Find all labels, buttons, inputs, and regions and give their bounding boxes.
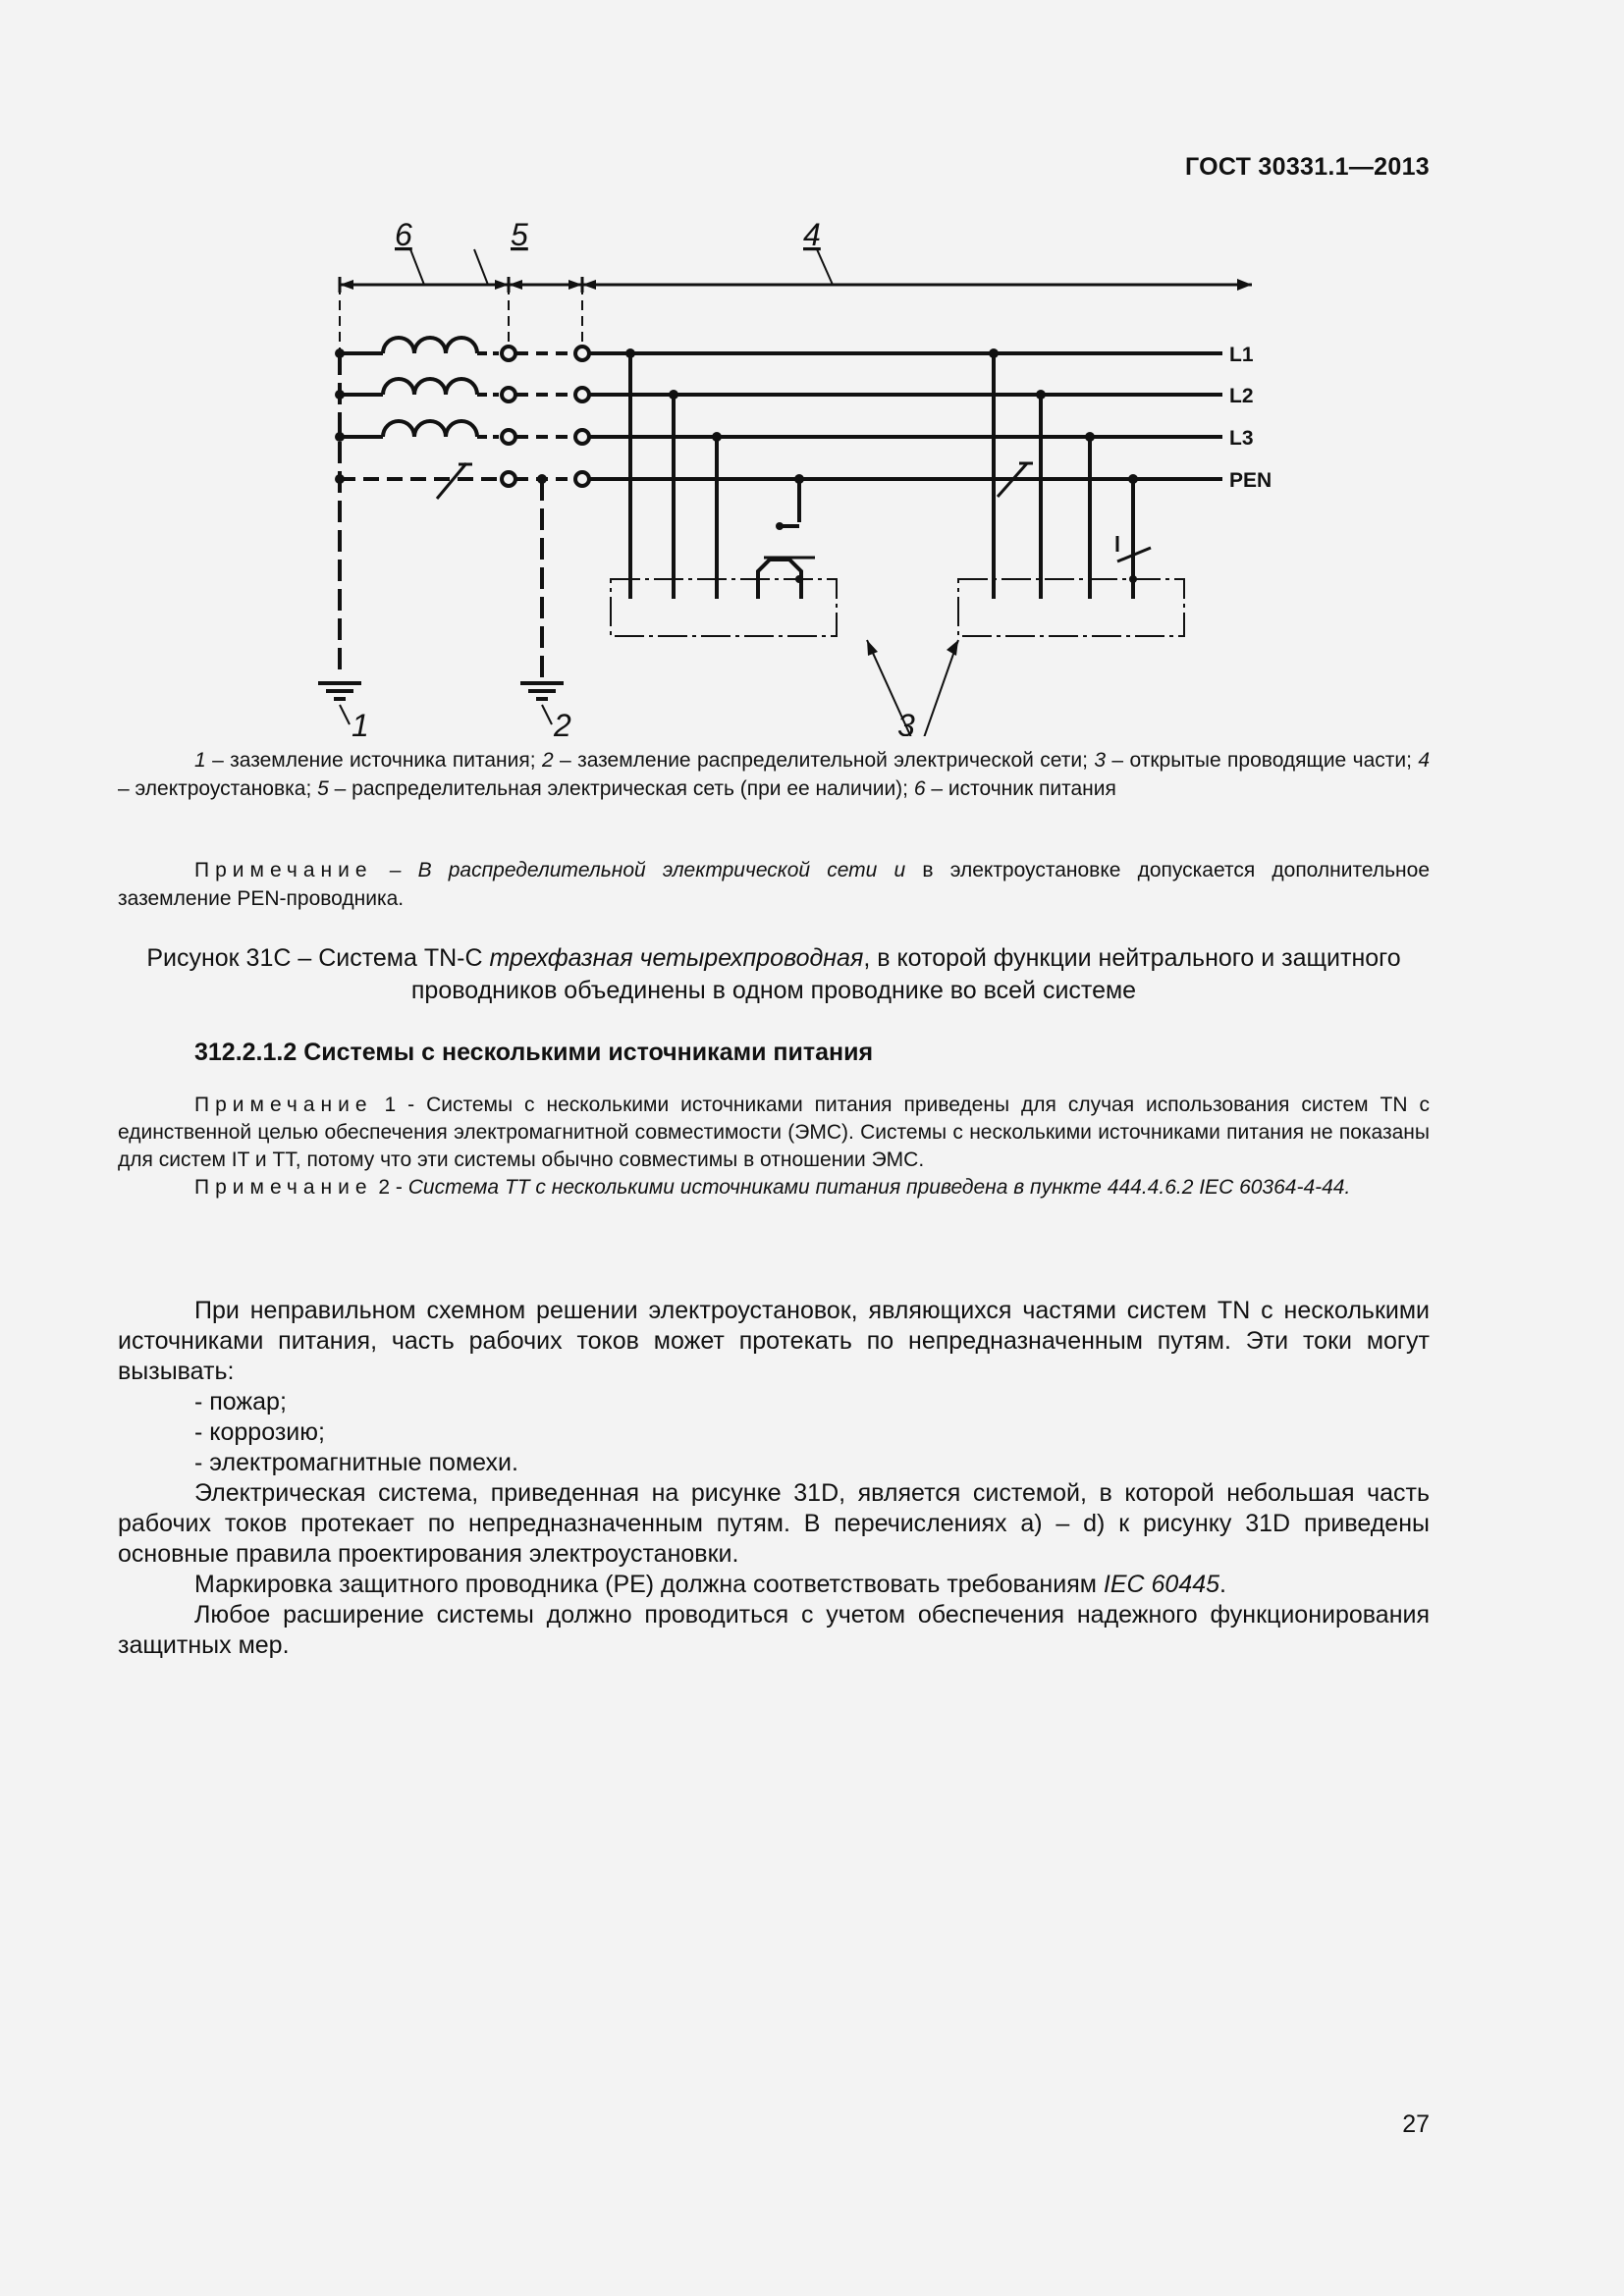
paragraph-text: . [1219, 1571, 1226, 1598]
note-italic-text: – В распределительной электрической сети и [372, 859, 906, 881]
coil-l1 [383, 338, 477, 353]
legend-text: – заземление источника питания; [205, 749, 542, 772]
callout-1: 1 [352, 708, 369, 736]
arrow-head [340, 280, 353, 290]
body-text [118, 1296, 1430, 1661]
legend-number: 3 [1094, 749, 1107, 772]
callout-6: 6 [395, 217, 412, 252]
label-l1: L1 [1229, 344, 1254, 366]
terminal [502, 430, 515, 444]
label-l3: L3 [1229, 427, 1254, 450]
page-number: 27 [1402, 2110, 1430, 2138]
figure-note [118, 856, 1430, 913]
legend-text: – открытые проводящие части; [1106, 749, 1419, 772]
note-label: Примечание [194, 859, 373, 881]
note-italic-text: Система TT с несколькими источниками питания приведена в пункте 444.4.6.2 IEC 60364-4-44. [407, 1176, 1351, 1199]
list-item: - коррозию; [194, 1418, 325, 1446]
note-number: 2 - [372, 1176, 408, 1199]
note-label: Примечание [194, 1176, 373, 1199]
tn-c-system-diagram [295, 206, 1335, 736]
caption-text: , в которой функции нейтрального и защитного проводников объединены в одном проводнике во всей системе [410, 944, 1401, 1004]
terminal [575, 388, 589, 401]
arrow-head [1237, 279, 1252, 291]
note-text: в электроустановке допускается дополнительное заземление PEN-проводника. [118, 859, 1430, 910]
terminal [502, 388, 515, 401]
label-pen: PEN [1229, 469, 1272, 492]
arrow-head [495, 280, 509, 290]
legend-text: – электроустановка; [118, 777, 318, 800]
caption-italic: трехфазная четырехпроводная [489, 944, 864, 972]
terminal [502, 472, 515, 486]
legend-number: 5 [317, 777, 329, 800]
arrow-head [582, 280, 596, 290]
earth-symbol-1 [318, 683, 361, 699]
callout-4: 4 [803, 217, 821, 252]
section-notes [118, 1092, 1430, 1201]
label-l2: L2 [1229, 385, 1254, 407]
callout-2: 2 [554, 708, 571, 736]
legend-number: 2 [541, 749, 554, 772]
paragraph: Электрическая система, приведенная на рисунке 31D, является системой, в которой небольшая часть рабочих токов протекает по непредназначенным путям. В перечислениях а) – d) к рисунку 31D приведены основные правила проектирования электроустановки. [118, 1479, 1430, 1568]
legend-number: 6 [913, 777, 926, 800]
coil-l2 [383, 379, 477, 395]
document-header: ГОСТ 30331.1—2013 [1184, 153, 1430, 181]
note-text: 1 - Системы с несколькими источниками питания приведены для случая использования систем TN с единственной целью обеспечения электромагнитной совместимости (ЭМС). Системы с несколькими источниками питания не показаны для систем IT и TT, потому что эти системы обычно совместимы в отношении ЭМС. [118, 1094, 1430, 1171]
figure-legend [118, 746, 1430, 803]
callout-3: 3 [897, 708, 915, 736]
earth-symbol-2 [520, 683, 564, 699]
terminal [575, 472, 589, 486]
legend-text: – источник питания [925, 777, 1116, 800]
legend-text: – распределительная электрическая сеть (при ее наличии); [328, 777, 914, 800]
coil-l3 [383, 421, 477, 437]
paragraph: Любое расширение системы должно проводиться с учетом обеспечения надежного функционирования защитных мер. [118, 1601, 1430, 1659]
arrow-head [509, 280, 522, 290]
paragraph-text: Маркировка защитного проводника (PE) должна соответствовать требованиям [194, 1571, 1104, 1598]
callout-5: 5 [511, 217, 528, 252]
section-heading: 312.2.1.2 Системы с несколькими источниками питания [194, 1039, 874, 1066]
figure-caption [118, 942, 1430, 1007]
list-item: - пожар; [194, 1388, 287, 1415]
legend-text: – заземление распределительной электрической сети; [553, 749, 1095, 772]
terminal [575, 347, 589, 360]
paragraph: При неправильном схемном решении электроустановок, являющихся частями систем TN с несколькими источниками питания, часть рабочих токов может протекать по непредназначенным путям. Эти токи могут вызывать: [118, 1297, 1430, 1385]
caption-prefix: Рисунок 31С – Система TN-C [146, 944, 490, 972]
note-1 [118, 1092, 1430, 1174]
arrow-head [568, 280, 582, 290]
paragraph [118, 1570, 1430, 1600]
standard-reference: IEC 60445 [1103, 1571, 1220, 1598]
terminal [502, 347, 515, 360]
legend-number: 4 [1418, 749, 1431, 772]
terminal [575, 430, 589, 444]
legend-number: 1 [194, 749, 206, 772]
note-label: Примечание [194, 1094, 373, 1116]
note-2 [118, 1174, 1430, 1201]
list-item: - электромагнитные помехи. [194, 1449, 518, 1476]
